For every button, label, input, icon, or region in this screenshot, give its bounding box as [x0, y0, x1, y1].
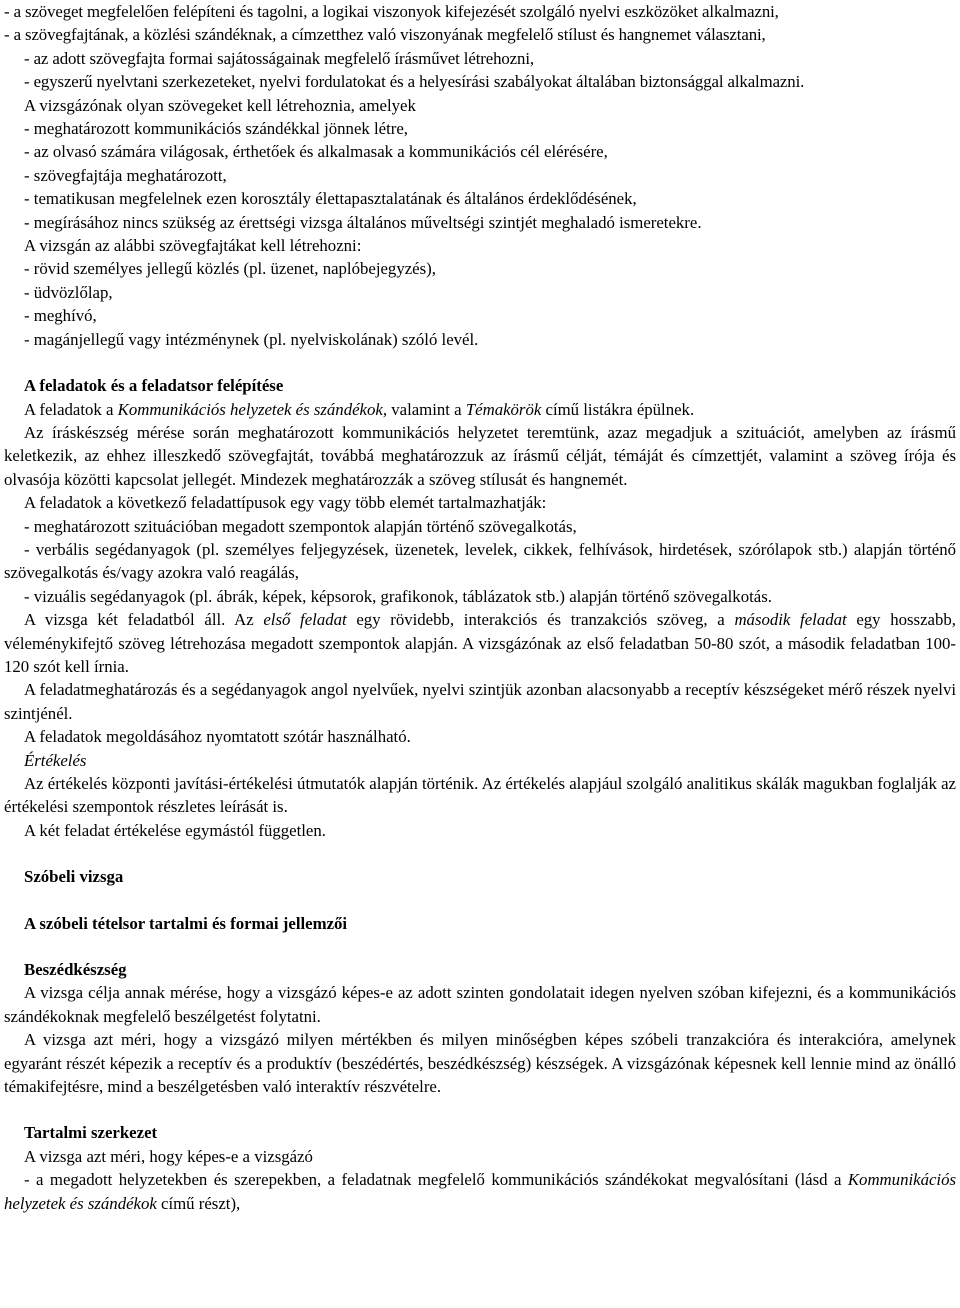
section-heading: Tartalmi szerkezet — [24, 1123, 158, 1143]
text-run: című részt), — [156, 1193, 241, 1213]
blank-line — [4, 935, 956, 958]
text-run: A vizsga két feladatból áll. Az — [24, 610, 264, 630]
italic-text: Témakörök — [465, 399, 542, 419]
text-run: A feladatok a — [24, 399, 118, 419]
blank-line — [4, 1098, 956, 1121]
italic-text: Kommunikációs helyzetek és szándékok — [4, 1170, 956, 1213]
paragraph: A vizsga azt méri, hogy képes-e a vizsgázó — [24, 1146, 313, 1166]
paragraph: - megírásához nincs szükség az érettségi vizsga általános műveltségi szintjét meghaladó ismeretekre. — [24, 212, 702, 232]
paragraph: - a szöveget megfelelően felépíteni és tagolni, a logikai viszonyok kifejezését szolgáló nyelvi eszközöket alkalmazni, — [4, 2, 779, 21]
section-heading: Beszédkészség — [24, 960, 127, 980]
paragraph: A vizsgán az alábbi szövegfajtákat kell létrehozni: — [24, 236, 362, 256]
paragraph: A vizsga azt méri, hogy a vizsgázó milyen mértékben és milyen minőségben képes szóbeli tranzakcióra és interakcióra, amelynek egyaránt részét képezik a receptív és a produktív (beszédértés, beszédkészség) készségek. A vizsgázónak képesnek kell lennie mind az önálló témakifejtésre, mind a beszélgetésben való interaktív részvételre. — [4, 1030, 956, 1097]
blank-line — [4, 889, 956, 912]
paragraph: - vizuális segédanyagok (pl. ábrák, képek, képsorok, grafikonok, táblázatok stb.) alapján történő szövegalkotás. — [24, 586, 772, 606]
paragraph: A vizsga célja annak mérése, hogy a vizsgázó képes-e az adott szinten gondolatait idegen nyelven szóban kifejezni, és a kommunikációs szándékoknak megfelelő beszélgetést folytatni. — [4, 983, 956, 1026]
paragraph — [4, 398, 956, 421]
paragraph: A vizsgázónak olyan szövegeket kell létrehoznia, amelyek — [24, 95, 416, 115]
paragraph: A két feladat értékelése egymástól független. — [24, 820, 326, 840]
italic-text: Kommunikációs helyzetek és szándékok, — [117, 399, 388, 419]
paragraph — [4, 1168, 956, 1215]
paragraph: - meghívó, — [24, 306, 97, 326]
paragraph: Az értékelés központi javítási-értékelési útmutatók alapján történik. Az értékelés alapjául szolgáló analitikus skálák magukban foglalják az értékelési szempontok részletes leírását is. — [4, 774, 956, 817]
paragraph: Az íráskészség mérése során meghatározott kommunikációs helyzetet teremtünk, azaz megadjuk a szituációt, amelyben az írásmű keletkezik, az ehhez illeszkedő szövegfajtát, továbbá meghatározzuk az írásmű célját, témáját és címzettjét, valamint a szöveg írója és olvasója közötti kapcsolat jellegét. Mindezek meghatározzák a szöveg stílusát és hangnemét. — [4, 422, 956, 489]
italic-text: második feladat — [734, 610, 847, 630]
paragraph: - magánjellegű vagy intézménynek (pl. nyelviskolának) szóló levél. — [24, 329, 479, 349]
section-heading: A feladatok és a feladatsor felépítése — [24, 376, 284, 396]
text-run: című listákra épülnek. — [541, 399, 695, 419]
paragraph: A feladatmeghatározás és a segédanyagok angol nyelvűek, nyelvi szintjük azonban alacsonyabb a receptív készségeket mérő részek nyelvi szintjénél. — [4, 680, 956, 723]
paragraph: - az adott szövegfajta formai sajátosságainak megfelelő írásművet létrehozni, — [24, 48, 534, 68]
blank-line — [4, 842, 956, 865]
paragraph: - egyszerű nyelvtani szerkezeteket, nyelvi fordulatokat és a helyesírási szabályokat általában biztonsággal alkalmazni. — [24, 72, 805, 92]
text-run: egy hosszabb, véleménykifejtő szöveg létrehozása megadott szempontok alapján. A vizsgázónak az első feladatban 50-80 szót, a második feladatban 100-120 szót kell írnia. — [4, 610, 956, 676]
paragraph: - verbális segédanyagok (pl. személyes feljegyzések, üzenetek, levelek, cikkek, felhívások, hirdetések, szórólapok stb.) alapján történő szövegalkotás és/vagy azokra való reagálás, — [4, 539, 956, 583]
paragraph: - rövid személyes jellegű közlés (pl. üzenet, naplóbejegyzés), — [24, 259, 436, 279]
paragraph: - az olvasó számára világosak, érthetőek és alkalmasak a kommunikációs cél elérésére, — [24, 142, 608, 162]
paragraph: - a szövegfajtának, a közlési szándéknak, a címzetthez való viszonyának megfelelő stílust és hangnemet választani, — [4, 25, 766, 45]
blank-line — [4, 351, 956, 374]
paragraph: - üdvözlőlap, — [24, 282, 113, 302]
paragraph — [4, 608, 956, 678]
section-heading: Szóbeli vizsga — [24, 867, 124, 887]
text-run: egy rövidebb, interakciós és tranzakciós szöveg, a — [346, 610, 735, 630]
paragraph: - meghatározott szituációban megadott szempontok alapján történő szövegalkotás, — [24, 516, 577, 536]
paragraph: A feladatok a következő feladattípusok egy vagy több elemét tartalmazhatják: — [24, 493, 547, 513]
paragraph — [4, 749, 956, 772]
paragraph: A feladatok megoldásához nyomtatott szótár használható. — [24, 727, 411, 747]
paragraph: - tematikusan megfelelnek ezen korosztály élettapasztalatának és általános érdeklődésének, — [24, 189, 637, 209]
text-run: valamint a — [387, 399, 466, 419]
section-heading: A szóbeli tételsor tartalmi és formai jellemzői — [24, 913, 348, 933]
italic-text: első feladat — [263, 610, 347, 630]
text-run: - a megadott helyzetekben és szerepekben, a feladatnak megfelelő kommunikációs szándékokat megvalósítani (lásd a — [24, 1170, 848, 1190]
paragraph: - szövegfajtája meghatározott, — [24, 165, 227, 185]
italic-text: Értékelés — [24, 750, 87, 770]
paragraph: - meghatározott kommunikációs szándékkal jönnek létre, — [24, 119, 408, 139]
